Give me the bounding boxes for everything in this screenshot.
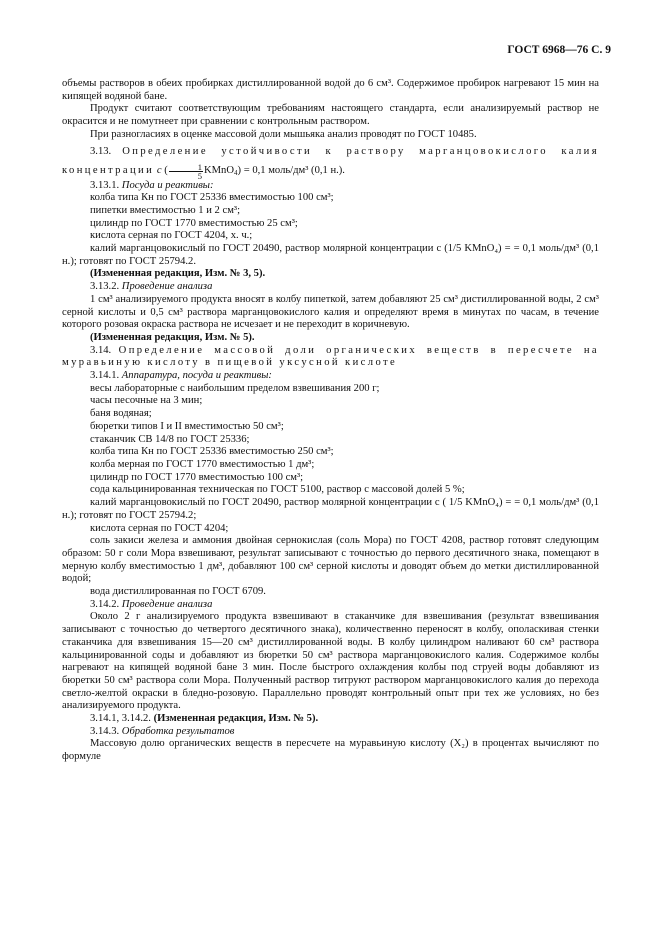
section-number: 3.13.2. <box>90 281 120 293</box>
formula-subscript: 4 <box>234 168 238 177</box>
subsection-title: Посуда и реактивы: <box>121 179 214 191</box>
list-item: цилиндр по ГОСТ 1770 вместимостью 100 см³; <box>90 471 304 483</box>
list-item: пипетки вместимостью 1 и 2 см³; <box>90 204 241 216</box>
list-item: бюретки типов I и II вместимостью 50 см³; <box>90 420 284 432</box>
list-item: колба мерная по ГОСТ 1770 вместимостью 1 дм³; <box>90 458 315 470</box>
section-number: 3.13.1. <box>90 179 120 191</box>
list-item: колба типа Кн по ГОСТ 25336 вместимостью 250 см³; <box>90 446 334 458</box>
section-title: Определение устойчивости к раствору марганцовокислого калия концентрации <box>62 145 599 176</box>
amendment-note <box>62 713 599 726</box>
section-number: 3.14. <box>90 344 112 356</box>
list-item: кислота серная по ГОСТ 4204, х. ч.; <box>90 230 253 242</box>
list-item: калий марганцовокислый по ГОСТ 20490, раствор молярной концентрации c ( 1/5 KMnO₄) = = 0,1 моль/дм³ (0,1 н.); готовят по ГОСТ 25794.2; <box>62 497 599 521</box>
fraction-denominator: 5 <box>197 170 202 181</box>
list-item: весы лабораторные с наибольшим пределом взвешивания 200 г; <box>90 382 380 394</box>
list-item: цилиндр по ГОСТ 1770 вместимостью 25 см³; <box>90 217 298 229</box>
document-body <box>62 78 599 764</box>
section-heading-3-14 <box>62 345 599 370</box>
list-item: баня водяная; <box>90 408 152 420</box>
list-item: стаканчик СВ 14/8 по ГОСТ 25336; <box>90 433 250 445</box>
formula-c: c <box>156 164 162 176</box>
fraction-numerator: 1 <box>169 163 203 172</box>
section-number: 3.14.1. <box>90 370 120 382</box>
subsection-heading <box>62 726 599 739</box>
subsection-heading <box>62 281 599 294</box>
list-item: соль закиси железа и аммония двойная сернокислая (соль Мора) по ГОСТ 4208, раствор готовят следующим образом: 50 г соли Мора взвешивают, результат записывают с точностью до первого десятичного знака, помещают в мерную колбу вместимостью 1 дм³, добавляют 100 см³ серной кислоты и доводят объем до метки дистиллированной водой; <box>62 535 599 585</box>
section-title: Определение массовой доли органических веществ в пересчете на муравьиную кислоту в пищевой уксусной кислоте <box>62 344 599 369</box>
amendment-text: (Измененная редакция, Изм. № 5). <box>153 713 319 725</box>
subsection-title: Проведение анализа <box>121 598 213 610</box>
paragraph: Массовую долю органических веществ в пересчете на муравьиную кислоту (X₂) в процентах вычисляют по формуле <box>62 738 599 763</box>
amendment-note: (Измененная редакция, Изм. № 3, 5). <box>90 268 266 280</box>
paragraph: 1 см³ анализируемого продукта вносят в колбу пипеткой, затем добавляют 25 см³ дистиллированной воды, 2 см³ серной кислоты и 0,5 см³ раствора марганцовокислого калия и определяют время в минутах по часам, в течение которого розовая окраска раствора не исчезает и не переходит в коричневую. <box>62 293 599 331</box>
formula-compound: KMnO <box>203 164 235 176</box>
subsection-heading <box>62 370 599 383</box>
list-item: вода дистиллированная по ГОСТ 6709. <box>90 586 266 598</box>
paragraph: При разногласиях в оценке массовой доли мышьяка анализ проводят по ГОСТ 10485. <box>90 128 477 140</box>
fraction <box>169 163 203 180</box>
section-heading-3-13: 3.13. Определение устойчивости к раствору марганцовокислого калия концентрации c ( $\frac{1}{5}$ KMnO$_4$) = 0,1 моль/дм³ (0,1 н.). <box>62 145 599 181</box>
section-number: 3.14.2. <box>90 598 120 610</box>
subsection-title: Проведение анализа <box>121 281 213 293</box>
list-item: калий марганцовокислый по ГОСТ 20490, раствор молярной концентрации c (1/5 KMnO₄) = = 0,1 моль/дм³ (0,1 н.); готовят по ГОСТ 25794.2. <box>62 243 599 267</box>
amendment-note: (Измененная редакция, Изм. № 5). <box>90 331 255 343</box>
subsection-heading <box>62 599 599 612</box>
paragraph: Около 2 г анализируемого продукта взвешивают в стаканчике для взвешивания (результат взвешивания записывают с точностью до четвертого десятичного знака), количественно переносят в колбу, ополаскивая стенки стаканчика для взвешивания 15—20 см³ дистиллированной воды. В колбу цилиндром наливают 60 см³ раствора кальцинированной соды и добавляют из бюретки 50 см³ раствора марганцовокислого калия. Содержимое колбы нагревают на кипящей водяной бане 3 мин. После быстрого охлаждения колбы под струей воды добавляют из бюретки 50 см³ раствора соли Мора. Полученный раствор титруют раствором марганцовокислого калия до перехода светло-желтой окраски в бледно-розовую. Параллельно проводят контрольный опыт при тех же условиях, но без анализируемого продукта. <box>62 611 599 712</box>
subsection-title: Обработка результатов <box>121 725 235 737</box>
paragraph: объемы растворов в обеих пробирках дистиллированной водой до 6 см³. Содержимое пробирок нагревают 15 мин на кипящей водяной бане. <box>62 78 599 102</box>
list-item: кислота серная по ГОСТ 4204; <box>90 522 229 534</box>
list-item: колба типа Кн по ГОСТ 25336 вместимостью 100 см³; <box>90 192 334 204</box>
list-item: часы песочные на 3 мин; <box>90 395 203 407</box>
paragraph: Продукт считают соответствующим требованиям настоящего стандарта, если анализируемый раствор не окрасится и не помутнеет при сравнении с контрольным раствором. <box>62 103 599 128</box>
section-number: 3.14.1, 3.14.2. <box>90 713 151 725</box>
subsection-title: Аппаратура, посуда и реактивы: <box>121 370 272 382</box>
page-header: ГОСТ 6968—76 С. 9 <box>507 44 611 56</box>
section-number: 3.13. <box>90 145 112 157</box>
section-number: 3.14.3. <box>90 725 120 737</box>
subsection-heading <box>62 180 599 193</box>
list-item: сода кальцинированная техническая по ГОСТ 5100, раствор с массовой долей 5 %; <box>90 484 465 496</box>
formula-tail: ) = 0,1 моль/дм³ (0,1 н.). <box>237 164 345 176</box>
